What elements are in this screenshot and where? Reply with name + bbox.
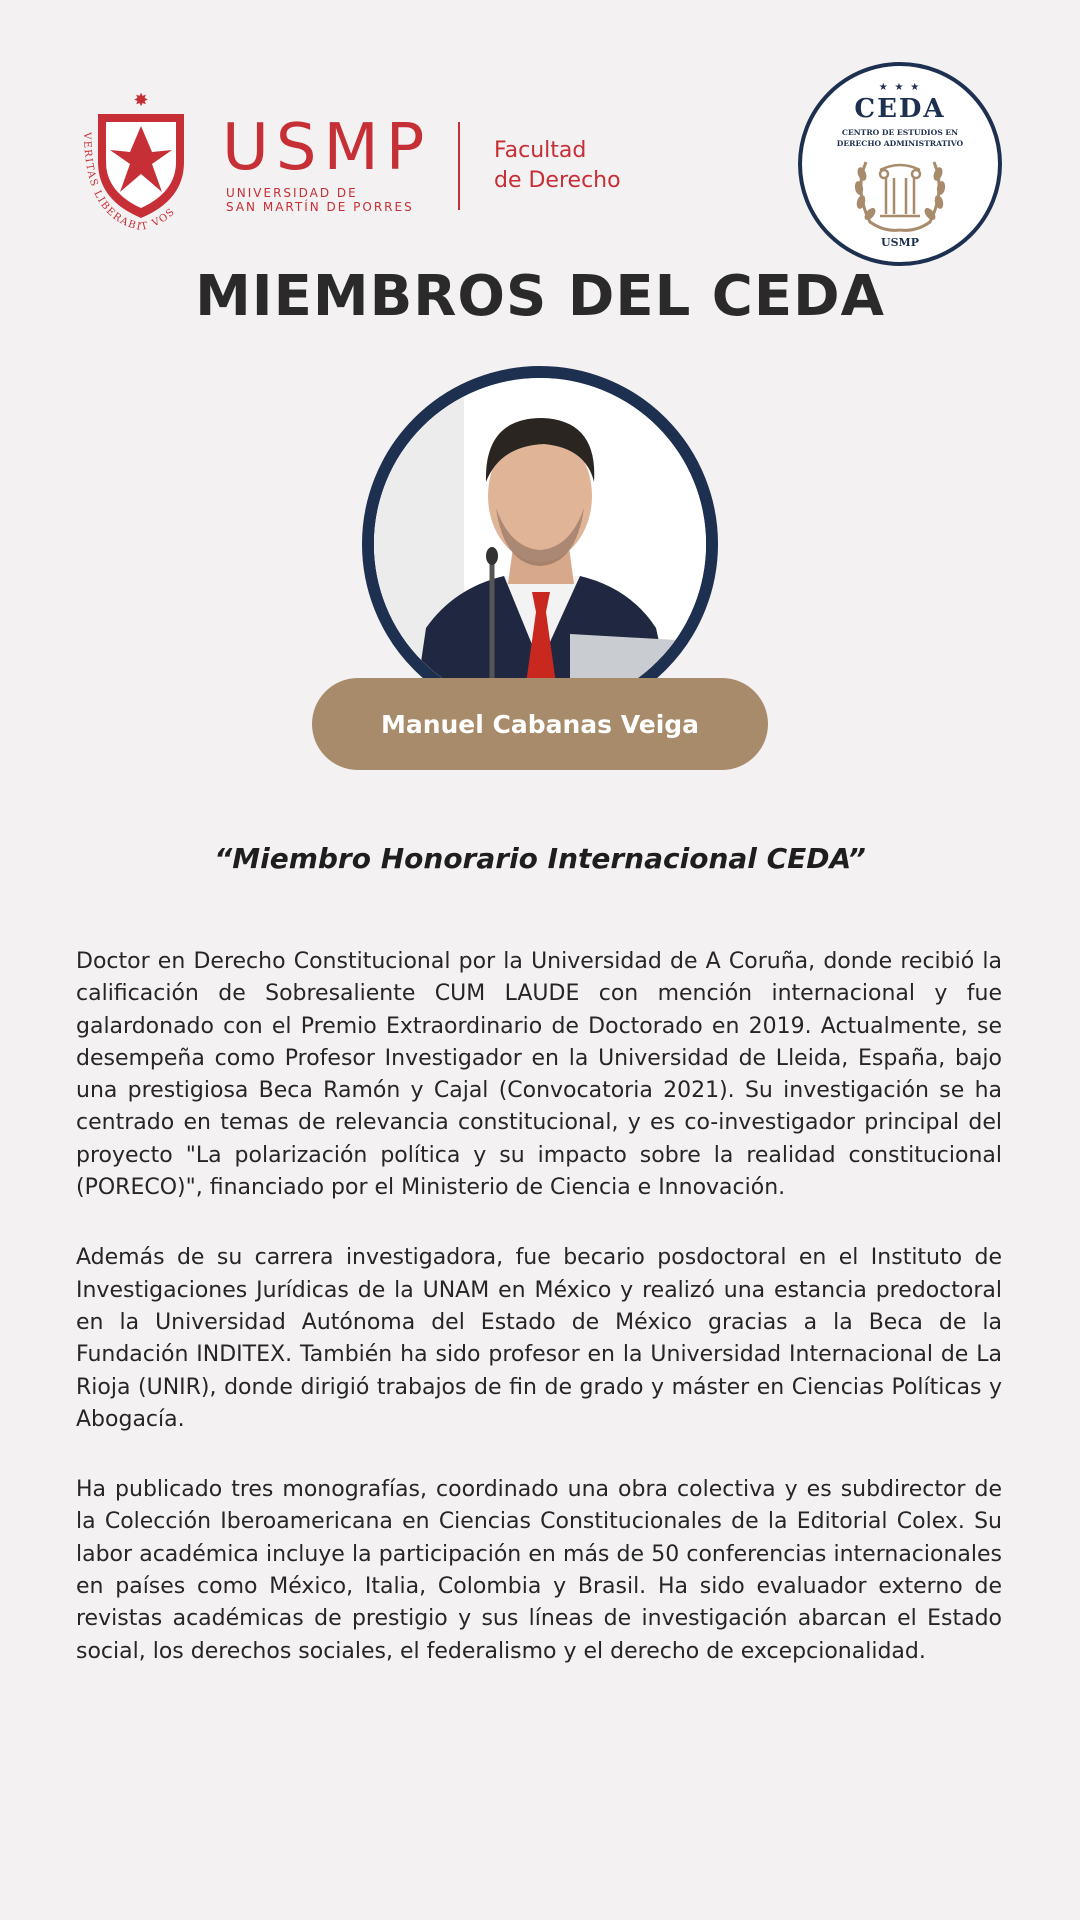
member-name-badge — [312, 678, 768, 770]
ceda-seal-logo — [798, 62, 1002, 266]
bio-paragraph-2: Además de su carrera investigadora, fue becario posdoctoral en el Instituto de Investigaciones Jurídicas de la UNAM en México y realizó una estancia predoctoral en la Universidad Autónoma del Estado de México gracias a la Beca de la Fundación INDITEX. También ha sido profesor en la Universidad Internacional de La Rioja (UNIR), donde dirigió trabajos de fin de grado y máster en Ciencias Políticas y Abogacía. — [76, 1245, 1002, 1432]
faculty-line-2: de Derecho — [494, 168, 621, 193]
bio-paragraph-1: Doctor en Derecho Constitucional por la Universidad de A Coruña, donde recibió la calificación de Sobresaliente CUM LAUDE con mención internacional y fue galardonado con el Premio Extraordinario de Doctorado en 2019. Actualmente, se desempeña como Profesor Investigador en la Universidad de Lleida, España, bajo una prestigiosa Beca Ramón y Cajal (Convocatoria 2021). Su investigación se ha centrado en temas de relevancia constitucional, y es co-investigador principal del proyecto "La polarización política y su impacto sobre la realidad constitucional (PORECO)", financiado por el Ministerio de Ciencia e Innovación. — [76, 949, 1002, 1201]
usmp-shield-logo — [78, 92, 204, 232]
seal-title: CEDA — [854, 94, 946, 124]
member-name: Manuel Cabanas Veiga — [380, 709, 700, 739]
seal-bottom-text: USMP — [881, 236, 919, 249]
member-biography — [76, 946, 1002, 1706]
shield-motto: VERITAS LIBERABIT VOS — [80, 132, 178, 232]
header — [0, 0, 1080, 260]
honor-title: “Miembro Honorario Internacional CEDA” — [214, 842, 866, 875]
seal-line-1: CENTRO DE ESTUDIOS EN — [841, 128, 959, 137]
logo-divider — [458, 122, 460, 210]
university-line-1: UNIVERSIDAD DE — [226, 186, 358, 200]
university-line-2: SAN MARTÍN DE PORRES — [226, 200, 414, 214]
university-full-name — [226, 186, 414, 214]
seal-stars: ★ ★ ★ — [878, 82, 922, 93]
bio-paragraph-3: Ha publicado tres monografías, coordinado una obra colectiva y es subdirector de la Colección Iberoamericana en Ciencias Constitucionales de la Editorial Colex. Su labor académica incluye la participación en más de 50 conferencias internacionales en países como México, Italia, Colombia y Brasil. Ha sido evaluador externo de revistas académicas de prestigio y sus líneas de investigación abarcan el Estado social, los derechos sociales, el federalismo y el derecho de excepcionalidad. — [76, 1477, 1002, 1664]
seal-line-2: DERECHO ADMINISTRATIVO — [836, 139, 964, 148]
university-logo-text: USMP — [222, 111, 432, 185]
faculty-label — [494, 136, 621, 196]
page-title: MIEMBROS DEL CEDA — [195, 264, 885, 329]
svg-text:✸: ✸ — [133, 92, 149, 111]
member-photo — [362, 366, 718, 722]
faculty-line-1: Facultad — [494, 138, 587, 163]
laurel-column-icon — [848, 150, 952, 236]
